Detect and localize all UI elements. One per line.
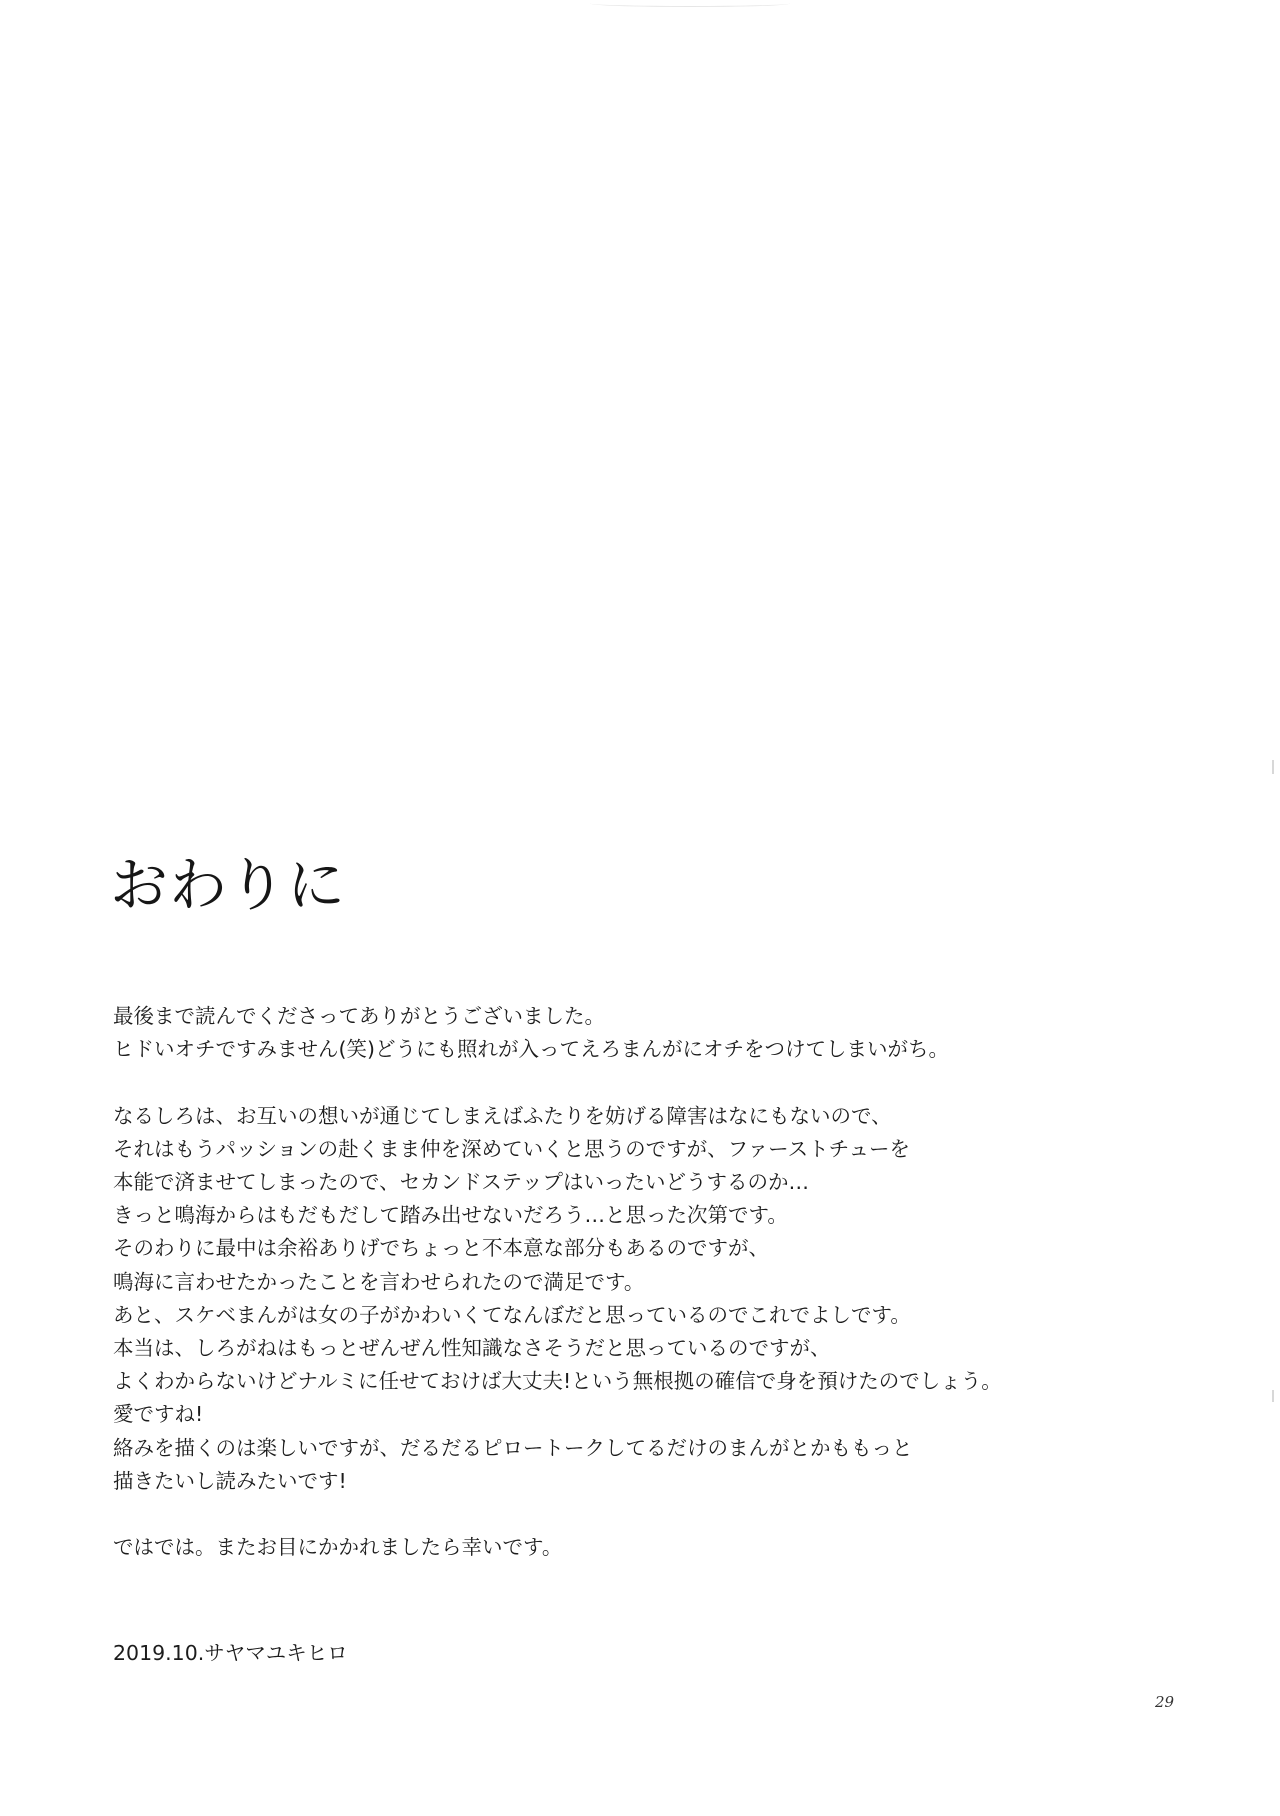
paragraph-gap xyxy=(113,1066,1193,1099)
text-line: ではでは。またお目にかかれましたら幸いです。 xyxy=(113,1535,563,1560)
text-line: あと、スケベまんがは女の子がかわいくてなんぼだと思っているのでこれでよしです。 xyxy=(113,1302,911,1327)
text-line: ヒドいオチですみません(笑)どうにも照れが入ってえろまんがにオチをつけてしまいがち。 xyxy=(113,1037,949,1062)
scan-edge-mark xyxy=(1272,760,1274,774)
text-line: 最後まで読んでくださってありがとうございました。 xyxy=(113,1004,605,1028)
text-line: なるしろは、お互いの想いが通じてしまえばふたりを妨げる障害はなにもないので、 xyxy=(113,1103,892,1128)
text-line: 描きたいし読みたいです! xyxy=(113,1468,347,1493)
text-line: きっと鳴海からはもだもだして踏み出せないだろう…と思った次第です。 xyxy=(113,1203,788,1228)
text-line: 本当は、しろがねはもっとぜんぜん性知識なさそうだと思っているのですが、 xyxy=(113,1336,831,1361)
text-line: 鳴海に言わせたかったことを言わせられたので満足です。 xyxy=(113,1269,645,1294)
text-line: そのわりに最中は余裕ありげでちょっと不本意な部分もあるのですが、 xyxy=(113,1236,769,1261)
paragraph-gap xyxy=(113,1498,1193,1531)
scan-artifact xyxy=(590,0,790,7)
text-line: 絡みを描くのは楽しいですが、だるだるピロートークしてるだけのまんがとかももっと xyxy=(113,1435,913,1460)
page-number: 29 xyxy=(1155,1693,1175,1711)
page-title: おわりに xyxy=(110,851,347,919)
text-line: それはもうパッションの赴くまま仲を深めていくと思うのですが、ファーストチューを xyxy=(113,1136,911,1161)
text-line: よくわからないけどナルミに任せておけば大丈夫!という無根拠の確信で身を預けたのでしょう。 xyxy=(113,1369,1002,1394)
text-line: 愛ですね! xyxy=(113,1402,204,1427)
text-line: 本能で済ませてしまったので、セカンドステップはいったいどうするのか… xyxy=(113,1170,809,1194)
author-signature: 2019.10.サヤマユキヒロ xyxy=(113,1641,348,1665)
scan-edge-mark xyxy=(1272,1390,1274,1402)
afterword-body xyxy=(113,1000,1193,1564)
